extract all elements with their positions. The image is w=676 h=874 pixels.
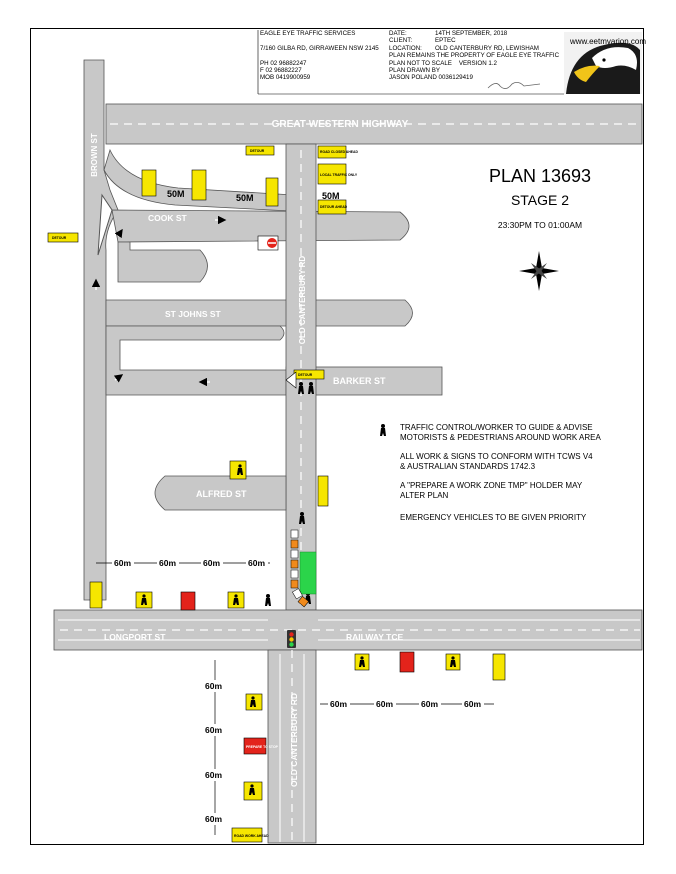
- distance-60m-label: 60m: [203, 558, 221, 568]
- st-johns-st-road: [106, 300, 413, 326]
- sign-prepare-stop-railway: [400, 652, 414, 672]
- distance-60m-label: 60m: [464, 699, 482, 709]
- detour-brown-text: DETOUR: [52, 236, 67, 240]
- distance-50m-label: 50M: [167, 189, 185, 199]
- note-1-line-2: MOTORISTS & PEDESTRIANS AROUND WORK AREA: [400, 433, 601, 442]
- plan-time: 23:30PM TO 01:00AM: [497, 220, 583, 230]
- website-text: www.eetmvarion.com: [569, 37, 647, 46]
- sign-longport-1: [90, 582, 102, 608]
- company-name: EAGLE EYE TRAFFIC SERVICES: [260, 30, 356, 37]
- company-fax: F 02 96882227: [260, 67, 302, 75]
- north-compass-icon: [519, 251, 559, 291]
- sign-railway-4: [493, 654, 505, 680]
- distance-60m-label: 60m: [205, 725, 223, 735]
- traffic-controller-icon: [265, 594, 271, 606]
- local-traffic-text: LOCAL TRAFFIC ONLY: [320, 173, 358, 177]
- plan-title: PLAN 13693: [488, 166, 592, 186]
- distance-60m-label: 60m: [205, 814, 223, 824]
- sign-prepare-stop-longport: [181, 592, 195, 610]
- client-label: CLIENT:: [389, 37, 413, 45]
- distance-60m-label: 60m: [159, 558, 177, 568]
- note-1-line-1: TRAFFIC CONTROL/WORKER TO GUIDE & ADVISE: [400, 423, 593, 432]
- old-canterbury-rd-south-label: OLD CANTERBURY RD: [289, 693, 299, 787]
- st-johns-st-label: ST JOHNS ST: [165, 309, 221, 319]
- distance-60m-label: 60m: [205, 770, 223, 780]
- distance-50m-label: 50M: [322, 191, 340, 201]
- plan-details: [389, 30, 563, 94]
- scale-note: PLAN NOT TO SCALE: [389, 59, 452, 67]
- drawn-by: JASON POLAND 0036129419: [389, 74, 473, 82]
- road-closed-text: ROAD CLOSED AHEAD: [320, 150, 358, 154]
- location-value: OLD CANTERBURY RD, LEWISHAM: [435, 44, 539, 52]
- great-western-highway-label: GREAT WESTERN HIGHWAY: [271, 119, 409, 130]
- detour-barker-text: DETOUR: [298, 373, 313, 377]
- note-2-line-2: & AUSTRALIAN STANDARDS 1742.3: [400, 462, 536, 471]
- date-value: 14TH SEPTEMBER, 2018: [435, 30, 508, 37]
- company-mobile: MOB 0419900959: [260, 74, 311, 82]
- note-4: EMERGENCY VEHICLES TO BE GIVEN PRIORITY: [400, 513, 587, 522]
- brown-st-label: BROWN ST: [90, 133, 99, 177]
- longport-st-label: LONGPORT ST: [104, 632, 166, 642]
- cook-st-cul-de-sac: [118, 242, 208, 282]
- cone: [291, 560, 298, 568]
- sign-detour-ahead-cook: [192, 170, 206, 200]
- note-3-line-1: A "PREPARE A WORK ZONE TMP" HOLDER MAY: [400, 481, 583, 490]
- traffic-light-icon: [287, 630, 296, 648]
- date-label: DATE:: [389, 30, 407, 37]
- detour-sign-text: DETOUR: [250, 149, 265, 153]
- property-note: PLAN REMAINS THE PROPERTY OF EAGLE EYE TRAFFIC: [389, 52, 560, 60]
- distance-60m-label: 60m: [248, 558, 266, 568]
- detour-ahead-text: DETOUR AHEAD: [320, 205, 348, 209]
- company-address: 7/160 GILBA RD, GIRRAWEEN NSW 2145: [260, 44, 379, 52]
- alfred-st-label: ALFRED ST: [196, 489, 247, 499]
- plan-stage: STAGE 2: [510, 192, 570, 208]
- cone: [291, 580, 298, 588]
- drawn-by-label: PLAN DRAWN BY: [389, 67, 440, 75]
- barker-st-link: [106, 326, 290, 395]
- sign-detour-arrow-cook: [266, 178, 278, 206]
- distance-60m-label: 60m: [376, 699, 394, 709]
- work-zone: [300, 552, 316, 594]
- old-canterbury-rd-label: OLD CANTERBURY RD: [298, 255, 307, 345]
- cone: [291, 570, 298, 578]
- location-label: LOCATION:: [389, 44, 422, 52]
- company-phone: PH 02 96882247: [260, 59, 307, 67]
- prepare-stop-text: PREPARE TO STOP: [246, 745, 278, 749]
- legend-controller-icon: [380, 424, 386, 436]
- sign-ocr-approach: [318, 476, 328, 506]
- brown-st-link: [104, 150, 310, 212]
- distance-60m-label: 60m: [421, 699, 439, 709]
- barker-st-label: BARKER ST: [333, 376, 386, 386]
- version: VERSION 1.2: [458, 59, 497, 67]
- distance-60m-label: 60m: [330, 699, 348, 709]
- company-info: [260, 30, 388, 94]
- cone: [291, 550, 298, 558]
- cook-st-label: COOK ST: [148, 213, 187, 223]
- distance-60m-label: 60m: [114, 558, 132, 568]
- distance-60m-label: 60m: [205, 681, 223, 691]
- note-3-line-2: ALTER PLAN: [400, 491, 449, 500]
- note-2-line-1: ALL WORK & SIGNS TO CONFORM WITH TCWS V4: [400, 452, 593, 461]
- cone: [291, 530, 298, 538]
- distance-50m-label: 50M: [236, 193, 254, 203]
- no-entry-sign: [258, 236, 278, 250]
- cone: [291, 540, 298, 548]
- sign-road-closed-cook: [142, 170, 156, 196]
- road-work-ahead-text: ROAD WORK AHEAD: [234, 834, 269, 838]
- client-value: EPTEC: [435, 37, 456, 45]
- railway-tce-label: RAILWAY TCE: [346, 632, 404, 642]
